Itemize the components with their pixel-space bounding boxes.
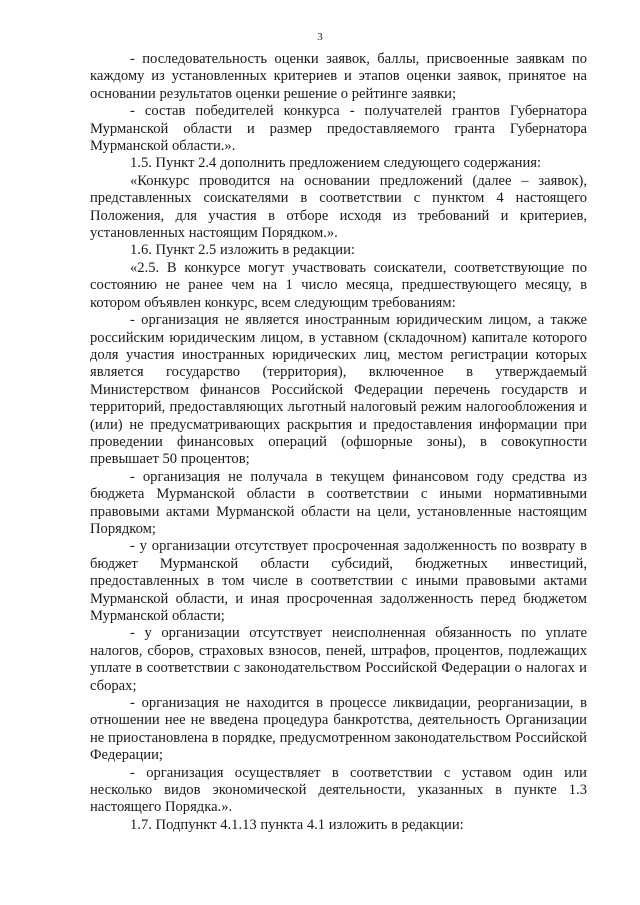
paragraph-contest-basis: «Конкурс проводится на основании предложений (далее – заявок), представленных соискателями в соответствии с пунктом 4 настоящего Положения, для участия в отборе исходя из требований и критериев, установленных настоящим Порядком.». (90, 172, 587, 242)
paragraph-item-1-6: 1.6. Пункт 2.5 изложить в редакции: (130, 242, 355, 259)
document-body (90, 51, 587, 834)
paragraph-req-foreign-entity: - организация не является иностранным юридическим лицом, а также российским юридическим лицом, в уставном (складочном) капитале которого доля участия иностранных юридических лиц, местом регистрации которых является государство (территория), включенное в утверждаемый Министерством финансов Российской Федерации перечень государств и территорий, предоставляющих льготный налоговый режим налогообложения и (или) не предусматривающих раскрытия и предоставления информации при проведении финансовых операций (офшорные зоны), в совокупности превышает 50 процентов; (90, 312, 587, 468)
paragraph-req-no-funds: - организация не получала в текущем финансовом году средства из бюджета Мурманской области в соответствии с иными нормативными правовыми актами Мурманской области на цели, установленные настоящим Порядком; (90, 468, 587, 537)
page-number: 3 (317, 31, 323, 43)
paragraph-evaluation-sequence: - последовательность оценки заявок, баллы, присвоенные заявкам по каждому из установленных критериев и этапов оценки заявок, принятое на основании результатов оценки решение о рейтинге заявки; (90, 51, 587, 102)
paragraph-req-no-overdue-debt: - у организации отсутствует просроченная задолженность по возврату в бюджет Мурманской области субсидий, бюджетных инвестиций, предоставленных в том числе в соответствии с иными правовыми актами Мурманской области, и иная просроченная задолженность перед бюджетом Мурманской области; (90, 538, 587, 624)
paragraph-item-1-7: 1.7. Подпункт 4.1.13 пункта 4.1 изложить в редакции: (130, 816, 464, 833)
paragraph-item-2-5: «2.5. В конкурсе могут участвовать соискатели, соответствующие по состоянию не ранее чем на 1 число месяца, предшествующего месяцу, в котором объявлен конкурс, всем следующим требованиям: (90, 259, 587, 311)
paragraph-item-1-5: 1.5. Пункт 2.4 дополнить предложением следующего содержания: (130, 155, 542, 172)
paragraph-req-activity: - организация осуществляет в соответствии с уставом один или несколько видов экономической деятельности, указанных в пункте 1.3 настоящего Порядка.». (90, 764, 587, 816)
paragraph-req-no-liquidation: - организация не находится в процессе ликвидации, реорганизации, в отношении нее не введена процедура банкротства, деятельность Организации не приостановлена в порядке, предусмотренном законодательством Российской Федерации; (90, 695, 587, 764)
paragraph-winners-list: - состав победителей конкурса - получателей грантов Губернатора Мурманской области и размер предоставляемого гранта Губернатора Мурманской области.». (90, 103, 587, 155)
paragraph-req-no-tax-debt: - у организации отсутствует неисполненная обязанность по уплате налогов, сборов, страховых взносов, пеней, штрафов, процентов, подлежащих уплате в соответствии с законодательством Российской Федерации о налогах и сборах; (90, 625, 587, 694)
